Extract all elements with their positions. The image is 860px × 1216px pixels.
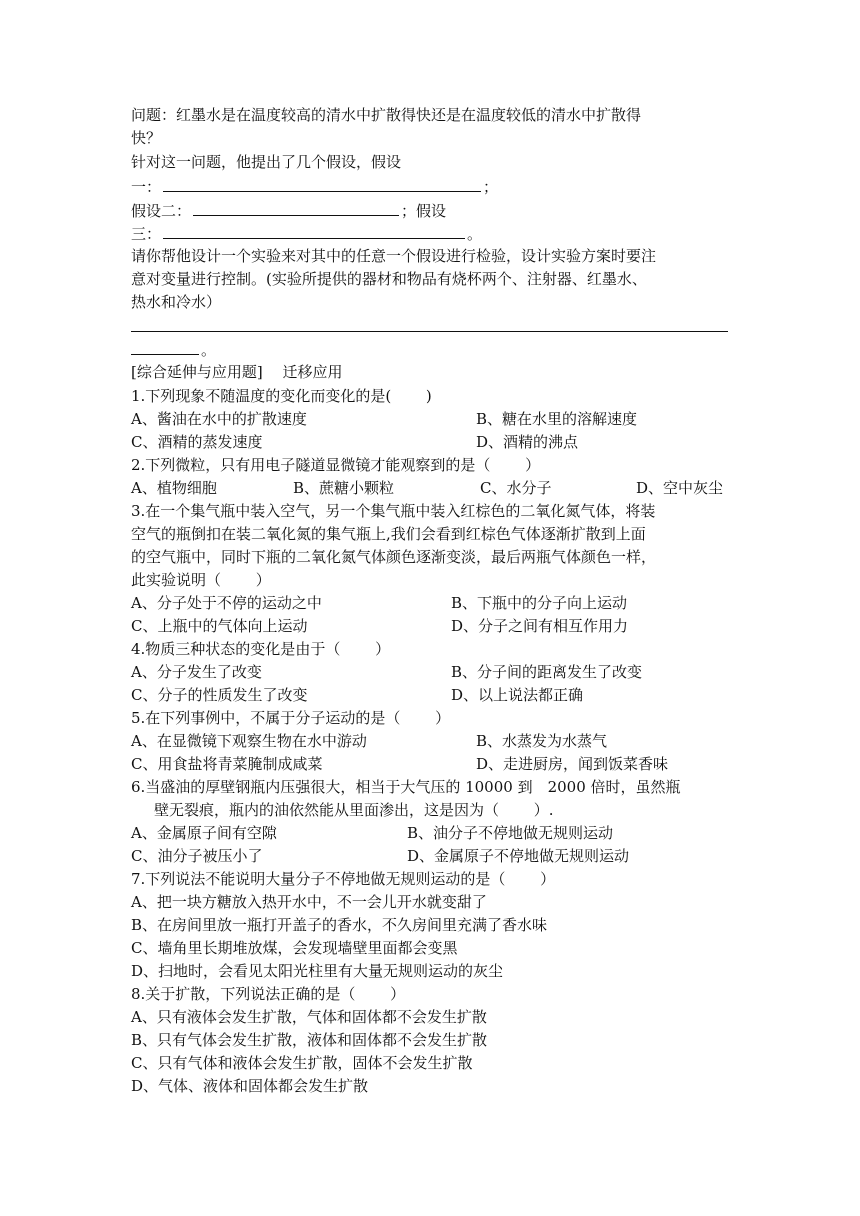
q4-option-c[interactable]: C、分子的性质发生了改变 bbox=[131, 686, 308, 704]
q5-option-b[interactable]: B、水蒸发为水蒸气 bbox=[476, 732, 608, 750]
hypothesis-1-prefix: 一： bbox=[131, 178, 162, 196]
q2-option-b[interactable]: B、蔗糖小颗粒 bbox=[293, 479, 395, 497]
hypothesis-3-suffix: 。 bbox=[467, 225, 483, 243]
q6-option-d[interactable]: D、金属原子不停地做无规则运动 bbox=[407, 847, 630, 865]
q2-option-a[interactable]: A、植物细胞 bbox=[131, 479, 217, 497]
q3-option-b[interactable]: B、下瓶中的分子向上运动 bbox=[451, 594, 628, 612]
q7-option-a[interactable]: A、把一块方糖放入热开水中，不一会儿开水就变甜了 bbox=[131, 893, 487, 911]
q6-option-c[interactable]: C、油分子被压小了 bbox=[131, 847, 263, 865]
q3-stem-line-2: 空气的瓶倒扣在装二氧化氮的集气瓶上,我们会看到红棕色气体逐渐扩散到上面 bbox=[131, 525, 646, 543]
q3-stem-line-4: 此实验说明（ ） bbox=[131, 571, 271, 589]
q3-stem-line-3: 的空气瓶中，同时下瓶的二氧化氮气体颜色逐渐变淡，最后两瓶气体颜色一样， bbox=[131, 548, 657, 566]
q5-option-c[interactable]: C、用食盐将青菜腌制成咸菜 bbox=[131, 755, 323, 773]
q4-option-a[interactable]: A、分子发生了改变 bbox=[131, 663, 262, 681]
q6-option-b[interactable]: B、油分子不停地做无规则运动 bbox=[407, 824, 614, 842]
hypothesis-2-line bbox=[131, 199, 446, 222]
hypothesis-intro: 针对这一问题，他提出了几个假设，假设 bbox=[131, 153, 402, 171]
q7-option-d[interactable]: D、扫地时，会看见太阳光柱里有大量无规则运动的灰尘 bbox=[131, 962, 504, 980]
hypothesis-2-prefix: 假设二： bbox=[131, 202, 192, 220]
hypothesis-1-line bbox=[131, 175, 498, 198]
answer-blank-short[interactable] bbox=[131, 338, 199, 355]
design-line-2: 意对变量进行控制。(实验所提供的器材和物品有烧杯两个、注射器、红墨水、 bbox=[131, 270, 647, 288]
q7-option-c[interactable]: C、墙角里长期堆放煤，会发现墙壁里面都会变黑 bbox=[131, 939, 458, 957]
q8-option-c[interactable]: C、只有气体和液体会发生扩散，固体不会发生扩散 bbox=[131, 1054, 473, 1072]
q5-option-a[interactable]: A、在显微镜下观察生物在水中游动 bbox=[131, 732, 367, 750]
q7-stem: 7.下列说法不能说明大量分子不停地做无规则运动的是（ ） bbox=[131, 870, 556, 888]
q6-option-a[interactable]: A、金属原子间有空隙 bbox=[131, 824, 277, 842]
q1-option-a[interactable]: A、酱油在水中的扩散速度 bbox=[131, 410, 307, 428]
q3-option-a[interactable]: A、分子处于不停的运动之中 bbox=[131, 594, 322, 612]
q2-stem: 2.下列微粒，只有用电子隧道显微镜才能观察到的是（ ） bbox=[131, 456, 541, 474]
hypothesis-1-blank[interactable] bbox=[163, 175, 481, 192]
q6-stem-line-2: 壁无裂痕，瓶内的油依然能从里面渗出，这是因为（ ）. bbox=[154, 801, 554, 819]
q7-option-b[interactable]: B、在房间里放一瓶打开盖子的香水，不久房间里充满了香水味 bbox=[131, 916, 548, 934]
q3-option-c[interactable]: C、上瓶中的气体向上运动 bbox=[131, 617, 308, 635]
design-line-3: 热水和冷水） bbox=[131, 293, 222, 311]
q8-stem: 8.关于扩散，下列说法正确的是（ ） bbox=[131, 985, 406, 1003]
hypothesis-1-suffix: ； bbox=[483, 178, 499, 196]
section-title: [综合延伸与应用题] 迁移应用 bbox=[131, 363, 343, 381]
q8-option-d[interactable]: D、气体、液体和固体都会发生扩散 bbox=[131, 1077, 369, 1095]
q2-option-c[interactable]: C、水分子 bbox=[480, 479, 552, 497]
question-line-1: 问题：红墨水是在温度较高的清水中扩散得快还是在温度较低的清水中扩散得 bbox=[131, 106, 642, 124]
q2-option-d[interactable]: D、空中灰尘 bbox=[636, 479, 724, 497]
hypothesis-3-blank[interactable] bbox=[163, 222, 465, 239]
q8-option-a[interactable]: A、只有液体会发生扩散，气体和固体都不会发生扩散 bbox=[131, 1008, 487, 1026]
q4-option-d[interactable]: D、以上说法都正确 bbox=[451, 686, 584, 704]
q1-option-c[interactable]: C、酒精的蒸发速度 bbox=[131, 433, 263, 451]
q1-option-b[interactable]: B、糖在水里的溶解速度 bbox=[476, 410, 638, 428]
answer-end-line bbox=[131, 338, 216, 361]
q1-option-d[interactable]: D、酒精的沸点 bbox=[476, 433, 579, 451]
answer-end-mark: 。 bbox=[201, 341, 217, 359]
q4-stem: 4.物质三种状态的变化是由于（ ） bbox=[131, 640, 391, 658]
q3-stem-line-1: 3.在一个集气瓶中装入空气，另一个集气瓶中装入红棕色的二氧化氮气体，将装 bbox=[131, 502, 656, 520]
answer-blank-line[interactable] bbox=[131, 331, 728, 332]
q8-option-b[interactable]: B、只有气体会发生扩散，液体和固体都不会发生扩散 bbox=[131, 1031, 488, 1049]
design-line-1: 请你帮他设计一个实验来对其中的任意一个假设进行检验，设计实验方案时要注 bbox=[131, 247, 657, 265]
q1-stem: 1.下列现象不随温度的变化而变化的是( ) bbox=[131, 387, 432, 405]
hypothesis-3-prefix: 三： bbox=[131, 225, 162, 243]
q5-option-d[interactable]: D、走进厨房，闻到饭菜香味 bbox=[476, 755, 669, 773]
question-line-2: 快？ bbox=[131, 129, 162, 147]
q4-option-b[interactable]: B、分子间的距离发生了改变 bbox=[451, 663, 643, 681]
q6-stem-line-1: 6.当盛油的厚壁钢瓶内压强很大，相当于大气压的 10000 到 2000 倍时，虽然瓶 bbox=[131, 778, 681, 796]
hypothesis-3-line bbox=[131, 222, 482, 245]
q3-option-d[interactable]: D、分子之间有相互作用力 bbox=[451, 617, 629, 635]
q5-stem: 5.在下列事例中，不属于分子运动的是（ ） bbox=[131, 709, 451, 727]
hypothesis-2-blank[interactable] bbox=[193, 199, 399, 216]
hypothesis-2-suffix: ；假设 bbox=[401, 202, 447, 220]
